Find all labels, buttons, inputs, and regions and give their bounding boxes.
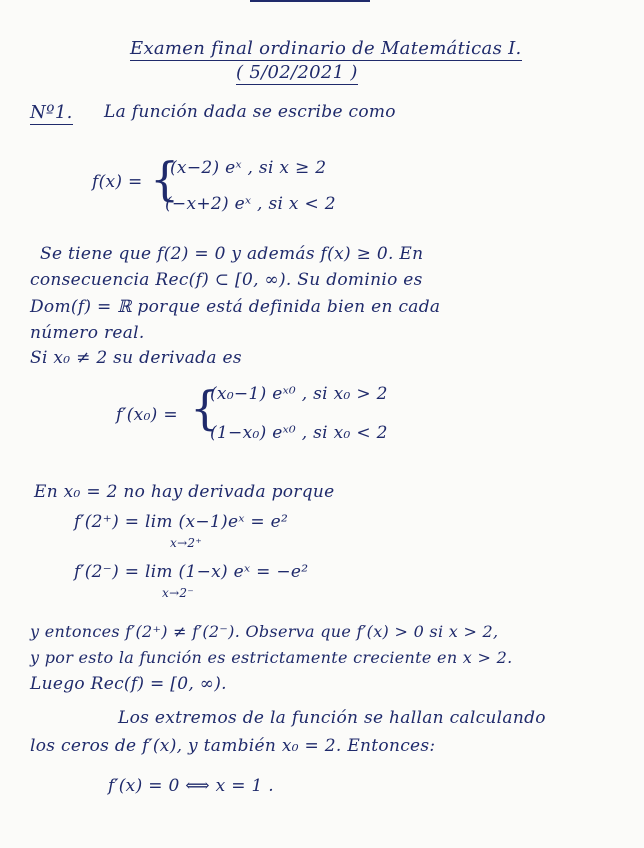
f-case-1: (x−2) eˣ , si x ≥ 2	[170, 158, 327, 178]
para1-line4: número real.	[30, 323, 145, 343]
para3-line3: Luego Rec(f) = [0, ∞).	[30, 674, 227, 694]
brace-f: {	[150, 152, 180, 206]
para3-line2: y por esto la función es estrictamente creciente en x > 2.	[30, 648, 513, 667]
exam-title: Examen final ordinario de Matemáticas I.	[130, 38, 522, 59]
top-rule	[250, 0, 370, 2]
para1-line2: consecuencia Rec(f) ⊂ [0, ∞). Su dominio es	[30, 270, 423, 290]
para2: En x₀ = 2 no hay derivada porque	[34, 482, 335, 502]
para1-line1: Se tiene que f(2) = 0 y además f(x) ≥ 0. En	[40, 244, 424, 264]
limit-left-sub: x→2⁻	[162, 586, 194, 600]
para4-line1: Los extremos de la función se hallan calculando	[118, 708, 546, 728]
f-label: f(x) =	[92, 172, 143, 192]
fp-label: f′(x₀) =	[116, 405, 178, 425]
limit-right-sub: x→2⁺	[170, 536, 202, 550]
para1-line3: Dom(f) = ℝ porque está definida bien en cada	[30, 297, 441, 317]
limit-left: f′(2⁻) = lim (1−x) eˣ = −e²	[74, 562, 309, 582]
para4-line2: los ceros de f′(x), y también x₀ = 2. Entonces:	[30, 736, 436, 756]
fp-case-1: (x₀−1) eˣ⁰ , si x₀ > 2	[210, 384, 388, 404]
para3-line1: y entonces f′(2⁺) ≠ f′(2⁻). Observa que f′(x) > 0 si x > 2,	[30, 622, 499, 641]
intro-text: La función dada se escribe como	[104, 102, 396, 122]
limit-right: f′(2⁺) = lim (x−1)eˣ = e²	[74, 512, 289, 532]
para1-line5: Si x₀ ≠ 2 su derivada es	[30, 348, 242, 368]
exam-date: ( 5/02/2021 )	[236, 62, 358, 83]
problem-number: Nº1.	[30, 102, 73, 123]
fp-case-2: (1−x₀) eˣ⁰ , si x₀ < 2	[210, 423, 388, 443]
brace-fp: {	[190, 381, 220, 435]
f-case-2: (−x+2) eˣ , si x < 2	[165, 194, 336, 214]
final-equation: f′(x) = 0 ⟺ x = 1 .	[108, 776, 275, 796]
